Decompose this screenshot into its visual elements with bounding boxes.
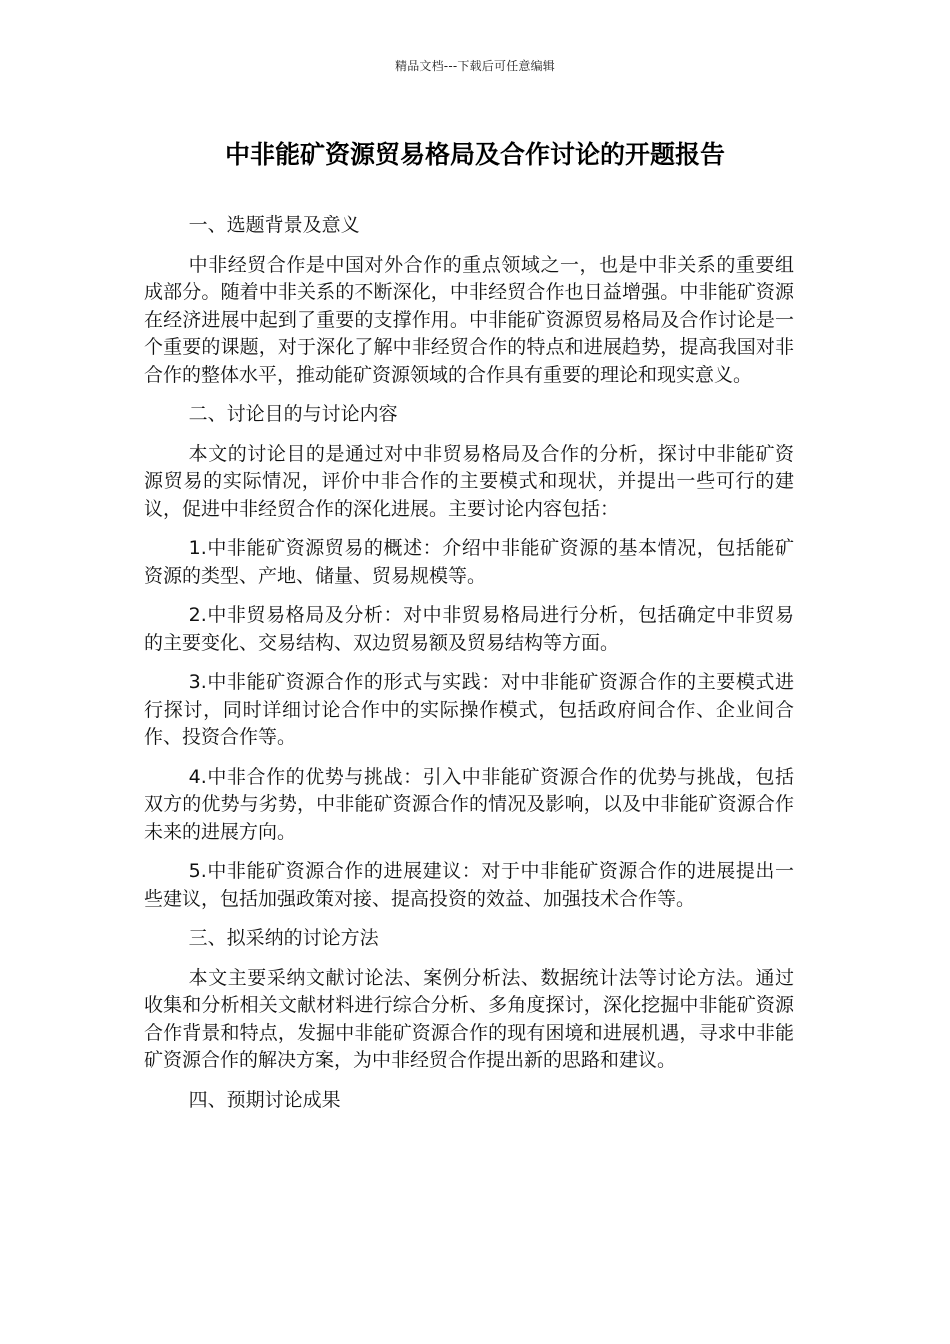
section-heading-1: 一、选题背景及意义 <box>188 214 360 236</box>
section-heading-3: 三、拟采纳的讨论方法 <box>188 927 379 949</box>
list-item-5: 5.中非能矿资源合作的进展建议：对于中非能矿资源合作的进展提出一些建议，包括加强政策对接、提高投资的效益、加强技术合作等。 <box>144 860 794 910</box>
body-paragraph-methods: 本文主要采纳文献讨论法、案例分析法、数据统计法等讨论方法。通过收集和分析相关文献材料进行综合分析、多角度探讨，深化挖掘中非能矿资源合作背景和特点，发掘中非能矿资源合作的现有困境和进展机遇，寻求中非能矿资源合作的解决方案，为中非经贸合作提出新的思路和建议。 <box>144 966 794 1071</box>
document-title: 中非能矿资源贸易格局及合作讨论的开题报告 <box>224 140 725 169</box>
list-item-1: 1.中非能矿资源贸易的概述：介绍中非能矿资源的基本情况，包括能矿资源的类型、产地、储量、贸易规模等。 <box>144 537 794 587</box>
header-note: 精品文档---下载后可任意编辑 <box>395 59 555 73</box>
section-heading-4: 四、预期讨论成果 <box>188 1088 341 1111</box>
list-item-4: 4.中非合作的优势与挑战：引入中非能矿资源合作的优势与挑战，包括双方的优势与劣势，中非能矿资源合作的情况及影响，以及中非能矿资源合作未来的进展方向。 <box>144 765 794 843</box>
list-item-2: 2.中非贸易格局及分析：对中非贸易格局进行分析，包括确定中非贸易的主要变化、交易结构、双边贸易额及贸易结构等方面。 <box>144 604 794 654</box>
list-item-3: 3.中非能矿资源合作的形式与实践：对中非能矿资源合作的主要模式进行探讨，同时详细讨论合作中的实际操作模式，包括政府间合作、企业间合作、投资合作等。 <box>144 671 794 748</box>
section-heading-2: 二、讨论目的与讨论内容 <box>188 403 398 425</box>
body-paragraph-background: 中非经贸合作是中国对外合作的重点领域之一，也是中非关系的重要组成部分。随着中非关系的不断深化，中非经贸合作也日益增强。中非能矿资源在经济进展中起到了重要的支撑作用。中非能矿资源贸易格局及合作讨论是一个重要的课题，对于深化了解中非经贸合作的特点和进展趋势，提高我国对非合作的整体水平，推动能矿资源领域的合作具有重要的理论和现实意义。 <box>144 253 794 386</box>
body-paragraph-purpose: 本文的讨论目的是通过对中非贸易格局及合作的分析，探讨中非能矿资源贸易的实际情况，评价中非合作的主要模式和现状，并提出一些可行的建议，促进中非经贸合作的深化进展。主要讨论内容包括： <box>144 442 794 520</box>
document-body <box>144 212 794 1126</box>
